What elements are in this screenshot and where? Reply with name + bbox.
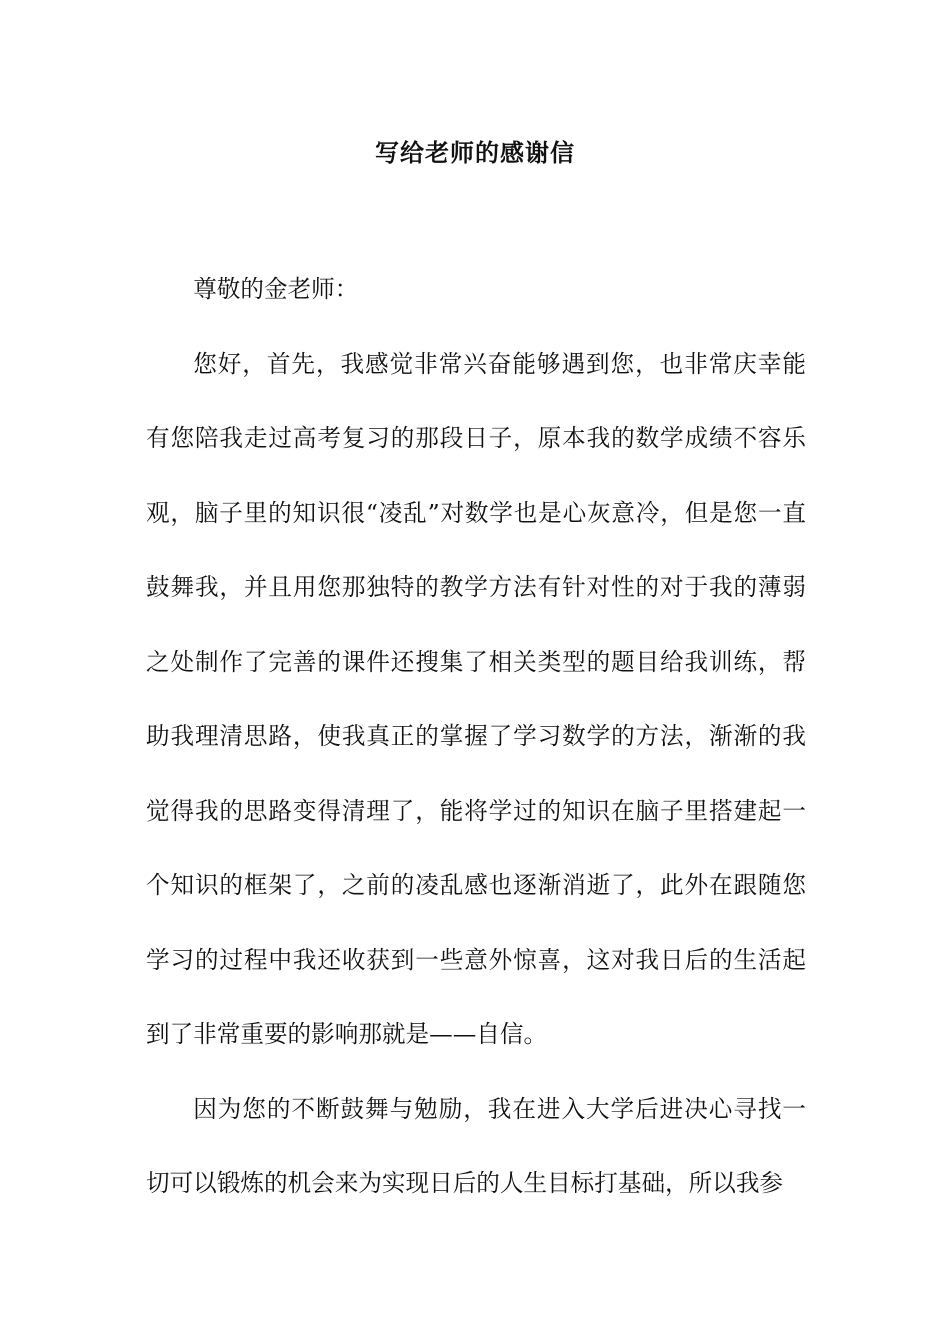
salutation: 尊敬的金老师： xyxy=(193,275,359,303)
letter-body xyxy=(146,252,806,1221)
body-paragraph-1: 您好，首先，我感觉非常兴奋能够遇到您，也非常庆幸能有您陪我走过高考复习的那段日子，原本我的数学成绩不容乐观，脑子里的知识很“凌乱”对数学也是心灰意冷，但是您一直鼓舞我，并且用您那独特的教学方法有针对性的对于我的薄弱之处制作了完善的课件还搜集了相关类型的题目给我训练，帮助我理清思路，使我真正的掌握了学习数学的方法，渐渐的我觉得我的思路变得清理了，能将学过的知识在脑子里搭建起一个知识的框架了，之前的凌乱感也逐渐消逝了，此外在跟随您学习的过程中我还收获到一些意外惊喜，这对我日后的生活起到了非常重要的影响那就是——自信。 xyxy=(146,349,806,1048)
letter-title: 写给老师的感谢信 xyxy=(375,138,575,167)
body-paragraph-2: 因为您的不断鼓舞与勉励，我在进入大学后进决心寻找一切可以锻炼的机会来为实现日后的人生目标打基础，所以我参 xyxy=(146,1094,806,1197)
